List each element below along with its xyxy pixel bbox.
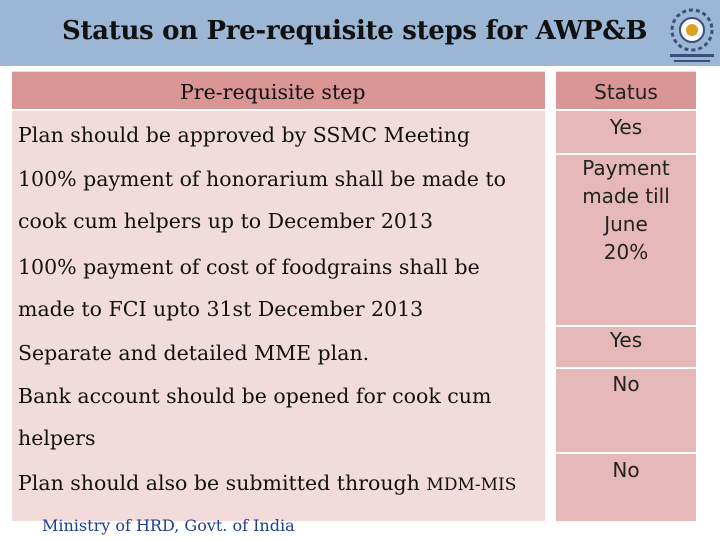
step-text-main: Plan should also be submitted through (18, 471, 427, 495)
header-step-label: Pre-requisite step (180, 80, 366, 104)
page-title: Status on Pre-requisite steps for AWP&B (62, 16, 648, 46)
step-text: 100% payment of cost of foodgrains shall be (18, 255, 480, 279)
footer-text: Ministry of HRD, Govt. of India (42, 516, 295, 535)
status-text: Yes (609, 115, 643, 139)
step-text: Bank account should be opened for cook cum (18, 384, 492, 408)
step-text: made to FCI upto 31st December 2013 (18, 297, 424, 321)
status-text: June (604, 212, 648, 236)
status-text: Payment (582, 156, 670, 180)
step-text: 100% payment of honorarium shall be made to (18, 167, 507, 191)
header-status-label: Status (594, 80, 658, 104)
step-text: Separate and detailed MME plan. (18, 341, 370, 365)
row-divider (12, 109, 696, 111)
step-text: Plan should be approved by SSMC Meeting (18, 123, 471, 147)
status-text: No (612, 372, 640, 396)
prerequisite-table (12, 71, 696, 521)
title-bar (0, 0, 720, 66)
step-text: cook cum helpers up to December 2013 (18, 209, 434, 233)
ministry-emblem-icon (664, 4, 720, 66)
status-text: made till (582, 184, 670, 208)
step-text-mis: MDM-MIS (426, 475, 517, 495)
status-text: Yes (609, 328, 643, 352)
step-text: helpers (18, 426, 96, 450)
row-divider (545, 452, 696, 454)
status-text: 20% (603, 240, 649, 264)
row-divider (545, 367, 696, 369)
status-text: No (612, 458, 640, 482)
step-text (18, 471, 516, 495)
